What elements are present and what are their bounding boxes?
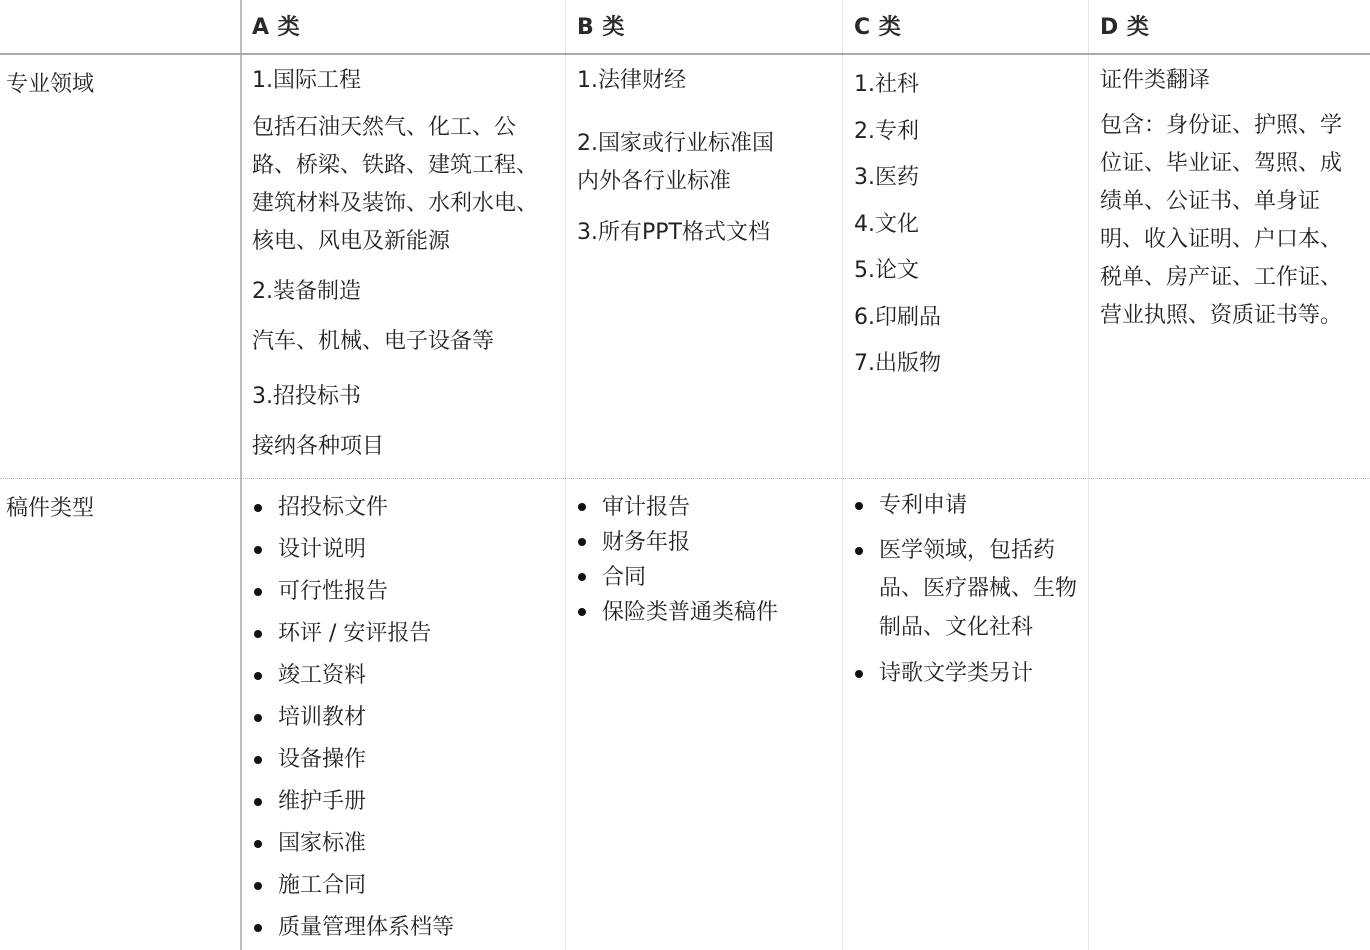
domain-b-item1: 1.法律财经 xyxy=(577,68,686,93)
column-divider-c xyxy=(1088,0,1089,950)
row-label-domain: 专业领域 xyxy=(6,72,95,97)
list-item: 审计报告 xyxy=(576,490,831,525)
column-divider-a xyxy=(565,0,566,950)
domain-a-title3: 3.招投标书 xyxy=(252,384,361,409)
domain-d-title: 证件类翻译 xyxy=(1100,68,1211,93)
row-label-type: 稿件类型 xyxy=(6,496,95,521)
header-divider xyxy=(0,53,1370,55)
header-a: A 类 xyxy=(252,15,301,40)
domain-a-title2: 2.装备制造 xyxy=(252,279,361,304)
domain-c-item: 4.文化 xyxy=(854,211,919,237)
domain-c-item: 6.印刷品 xyxy=(854,304,941,330)
domain-c-cell xyxy=(854,62,1074,388)
list-item: 设计说明 xyxy=(252,529,557,571)
domain-d-desc: 包含：身份证、护照、学位证、毕业证、驾照、成绩单、公证书、单身证明、收入证明、户口本、税单、房产证、工作证、营业执照、资质证书等。 xyxy=(1100,113,1343,328)
domain-a-title1: 1.国际工程 xyxy=(252,68,361,93)
types-b-list xyxy=(576,490,831,630)
domain-c-item: 5.论文 xyxy=(854,258,919,283)
domain-b-item2: 2.国家或行业标准国内外各行业标准 xyxy=(577,131,774,194)
list-item: 环评 / 安评报告 xyxy=(252,613,557,655)
column-divider-label xyxy=(240,0,242,950)
domain-b-item3: 3.所有PPT格式文档 xyxy=(577,220,770,245)
domain-a-desc3: 接纳各种项目 xyxy=(252,434,385,459)
list-item: 竣工资料 xyxy=(252,655,557,697)
domain-c-item: 3.医药 xyxy=(854,165,919,190)
row-divider xyxy=(0,478,1370,479)
domain-c-item: 7.出版物 xyxy=(854,351,941,376)
types-c-list xyxy=(853,487,1083,694)
list-item: 财务年报 xyxy=(576,525,831,560)
header-c: C 类 xyxy=(854,15,902,40)
domain-c-item: 2.专利 xyxy=(854,118,919,144)
domain-b-cell xyxy=(577,62,789,252)
list-item: 招投标文件 xyxy=(252,487,557,529)
domain-a-desc1: 包括石油天然气、化工、公路、桥梁、铁路、建筑工程、建筑材料及装饰、水利水电、核电、风电及新能源 xyxy=(252,115,539,254)
domain-a-desc2: 汽车、机械、电子设备等 xyxy=(252,329,495,354)
domain-c-item: 1.社科 xyxy=(854,72,919,97)
list-item: 保险类普通类稿件 xyxy=(576,595,831,630)
list-item: 医学领域，包括药品、医疗器械、生物制品、文化社科 xyxy=(853,532,1083,648)
list-item: 国家标准 xyxy=(252,823,557,865)
header-d: D 类 xyxy=(1100,15,1150,40)
list-item: 专利申请 xyxy=(853,487,1083,526)
list-item: 培训教材 xyxy=(252,697,557,739)
list-item: 质量管理体系档等 xyxy=(252,907,557,949)
list-item: 维护手册 xyxy=(252,781,557,823)
list-item: 诗歌文学类另计 xyxy=(853,655,1083,694)
list-item: 设备操作 xyxy=(252,739,557,781)
domain-d-cell xyxy=(1100,62,1348,335)
list-item: 施工合同 xyxy=(252,865,557,907)
header-b: B 类 xyxy=(577,15,625,40)
domain-a-cell xyxy=(252,62,556,466)
column-divider-b xyxy=(842,0,843,950)
list-item: 合同 xyxy=(576,560,831,595)
list-item: 可行性报告 xyxy=(252,571,557,613)
types-a-list xyxy=(252,487,557,949)
